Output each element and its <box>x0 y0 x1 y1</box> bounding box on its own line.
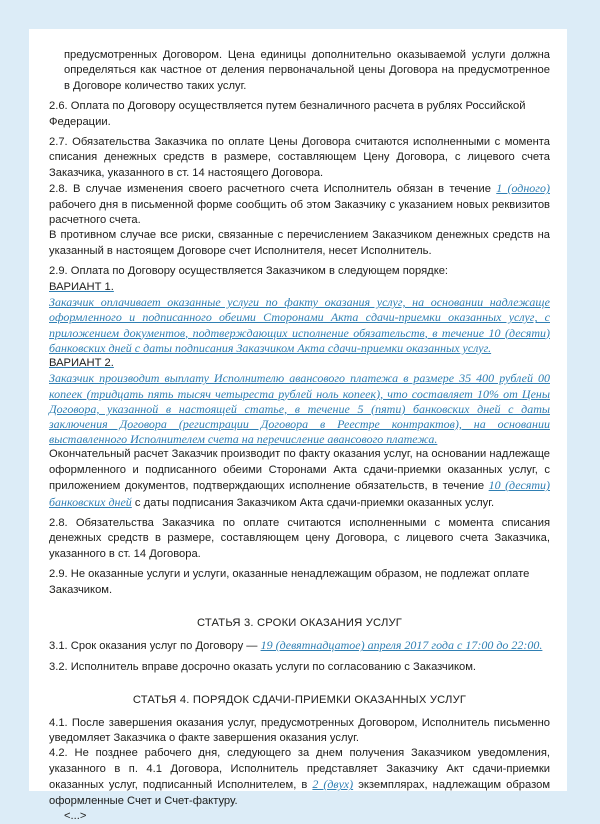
variant-2-text-body: Заказчик производит выплату Исполнителю авансового платежа в размере 35 400 рублей 00 копеек (тридцать пять тысяч четыреста рублей ноль копеек), что составляет 10% от Цены Договора, указанной в настоящей статье, в течение 5 (пяти) банковских дней с даты заключения Договора (регистрации Договора в Реестре контрактов), на основании выставленного Исполнителем счета на перечисление авансового платежа. <box>49 371 550 447</box>
final-settlement-text-a: Окончательный расчет Заказчик производит по факту оказания услуг, на основании надлежаще оформленного и подписанного обеими Сторонами Акта сдачи-приемки оказанных услуг, с приложением документов, подтверждающих исполнение обязательств, в течение <box>49 448 550 493</box>
article-4-heading: СТАТЬЯ 4. ПОРЯДОК СДАЧИ-ПРИЕМКИ ОКАЗАННЫХ УСЛУГ <box>132 694 467 707</box>
variant-1-text <box>49 295 550 356</box>
clause-2-9-unpaid: 2.9. Не оказанные услуги и услуги, оказанные ненадлежащим образом, не подлежат оплате Заказчиком. <box>49 568 530 596</box>
clause-2-8-highlight: 1 (одного) <box>496 181 550 196</box>
clause-2-8-risks: В противном случае все риски, связанные с перечислением Заказчиком денежных средств на указанный в настоящем Договоре счет Исполнителя, несет Исполнитель. <box>49 229 550 257</box>
clause-2-9: 2.9. Оплата по Договору осуществляется Заказчиком в следующем порядке: <box>49 265 449 278</box>
variant-2-label <box>49 356 550 371</box>
clause-2-8-text-a: 2.8. В случае изменения своего расчетного счета Исполнитель обязан в течение <box>49 183 491 196</box>
clause-2-7: 2.7. Обязательства Заказчика по оплате Цены Договора считаются исполненными с момента списания денежных средств в размере, составляющем Цену Договора, с лицевого счета Заказчика, указанного в ст. 14 настоящего Договора. <box>49 136 550 179</box>
clause-3-1 <box>49 638 550 654</box>
variant-2-text <box>49 371 550 447</box>
clause-3-2: 3.2. Исполнитель вправе досрочно оказать услуги по согласованию с Заказчиком. <box>49 660 477 673</box>
clause-2-6: 2.6. Оплата по Договору осуществляется путем безналичного расчета в рублях Российской Федерации. <box>49 100 526 128</box>
final-settlement-highlight: 10 (десяти) банковских дней <box>49 478 551 509</box>
clause-2-8-text-b: рабочего дня в письменной форме сообщить об этом Заказчику с указанием новых реквизитов расчетного счета. <box>49 198 550 227</box>
ellipsis: <...> <box>64 810 87 823</box>
clause-4-2-text-a: 4.2. Не позднее рабочего дня, следующего за днем получения Заказчиком уведомления, указанного в п. 4.1 Договора, Исполнитель представляет Заказчику Акт сдачи-приемки оказанных услуг, подписанный Исполнителем, в <box>49 747 550 792</box>
clause-2-8-obligations: 2.8. Обязательства Заказчика по оплате считаются исполненными с момента списания денежных средств в размере, составляющем цену Договора, с лицевого счета Заказчика, указанного в ст. 14 Договора. <box>49 516 550 560</box>
final-settlement <box>49 447 550 511</box>
clause-3-1-highlight: 19 (девятнадцатое) апреля 2017 года с 17:00 до 22:00. <box>260 638 543 653</box>
variant-1-label-text: ВАРИАНТ 1. <box>49 280 114 293</box>
variant-1-label <box>49 280 550 295</box>
clause-4-1: 4.1. После завершения оказания услуг, предусмотренных Договором, Исполнитель письменно уведомляет Заказчика о факте завершения оказания услуг. <box>49 716 550 745</box>
clause-2-5-continuation: предусмотренных Договором. Цена единицы дополнительно оказываемой услуги должна определяться как частное от деления первоначальной цены Договора на предусмотренное в Договоре количество таких услуг. <box>64 49 550 92</box>
variant-2-label-text: ВАРИАНТ 2. <box>49 356 114 369</box>
clause-4-2 <box>49 746 550 809</box>
clause-4-2-text-b: экземплярах, надлежащим образом оформленные Счет и Счет-фактуру. <box>49 779 551 807</box>
clause-3-1-text: 3.1. Срок оказания услуг по Договору — <box>49 640 258 653</box>
variant-1-text-body: Заказчик оплачивает оказанные услуги по факту оказания услуг, на основании надлежаще оформленного и подписанного обеими Сторонами Акта сдачи-приемки оказанных услуг, с приложением документов, подтверждающих исполнение обязательств, в течение 10 (десяти) банковских дней с даты подписания Заказчиком Акта сдачи-приемки оказанных услуг. <box>49 295 550 355</box>
clause-4-2-highlight: 2 (двух) <box>312 777 354 792</box>
clause-2-8 <box>49 181 550 228</box>
final-settlement-text-b: с даты подписания Заказчиком Акта сдачи-приемки оказанных услуг. <box>134 496 495 509</box>
document-page <box>29 29 567 823</box>
article-3-heading: СТАТЬЯ 3. СРОКИ ОКАЗАНИЯ УСЛУГ <box>196 616 403 629</box>
